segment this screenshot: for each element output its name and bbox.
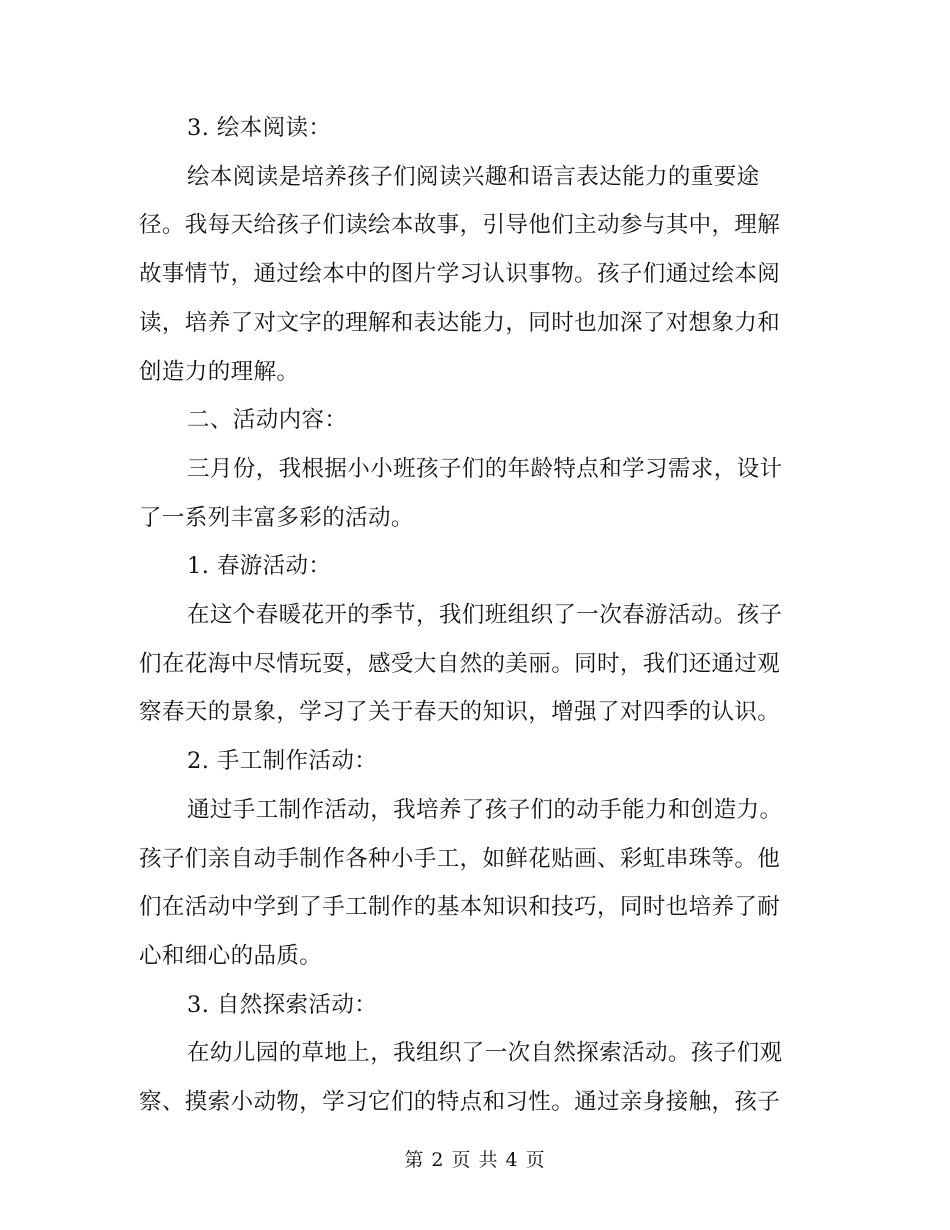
text-line: 二、活动内容： [187,407,348,434]
body-line [139,201,799,250]
body-line [139,1029,799,1078]
body-line [139,445,799,494]
body-line [139,932,799,981]
text-line: 绘本阅读是培养孩子们阅读兴趣和语言表达能力的重要途 [187,163,760,190]
text-line: 故事情节，通过绘本中的图片学习认识事物。孩子们通过绘本阅 [139,261,781,288]
text-line: 1. 春游活动： [187,553,332,580]
body-line [139,835,799,884]
text-line: 在这个春暖花开的季节，我们班组织了一次春游活动。孩子 [187,602,783,629]
text-line: 们在活动中学到了手工制作的基本知识和技巧，同时也培养了耐 [139,894,781,921]
body-line [139,348,799,397]
body-line [139,299,799,348]
text-line: 3. 自然探索活动： [187,991,378,1018]
text-line: 三月份，我根据小小班孩子们的年龄特点和学习需求，设计 [187,455,783,482]
text-line: 察、摸索小动物，学习它们的特点和习性。通过亲身接触，孩子 [139,1089,781,1116]
body-line [139,688,799,737]
body-line [139,494,799,543]
section-heading [139,737,799,786]
text-line: 通过手工制作活动，我培养了孩子们的动手能力和创造力。 [187,796,783,823]
section-heading [139,104,799,153]
document-body [139,104,799,1127]
text-line: 读，培养了对文字的理解和表达能力，同时也加深了对想象力和 [139,309,781,336]
page-footer [0,1146,950,1174]
text-line: 创造力的理解。 [139,358,300,385]
text-line: 在幼儿园的草地上，我组织了一次自然探索活动。孩子们观 [187,1040,783,1067]
body-line [139,153,799,202]
text-line: 心和细心的品质。 [139,942,323,969]
body-line [139,250,799,299]
text-line: 孩子们亲自动手制作各种小手工，如鲜花贴画、彩虹串珠等。他 [139,845,781,872]
text-line: 径。我每天给孩子们读绘本故事，引导他们主动参与其中，理解 [139,212,781,239]
text-line: 察春天的景象，学习了关于春天的知识，增强了对四季的认识。 [139,699,781,726]
text-line: 了一系列丰富多彩的活动。 [139,504,414,531]
body-line [139,591,799,640]
page-number: 第 2 页 共 4 页 [404,1149,546,1171]
body-line [139,883,799,932]
text-line: 2. 手工制作活动： [187,748,378,775]
section-heading [139,396,799,445]
body-line [139,786,799,835]
section-heading [139,542,799,591]
body-line [139,640,799,689]
body-line [139,1078,799,1127]
text-line: 们在花海中尽情玩耍，感受大自然的美丽。同时，我们还通过观 [139,650,781,677]
section-heading [139,981,799,1030]
text-line: 3. 绘本阅读： [187,115,332,141]
